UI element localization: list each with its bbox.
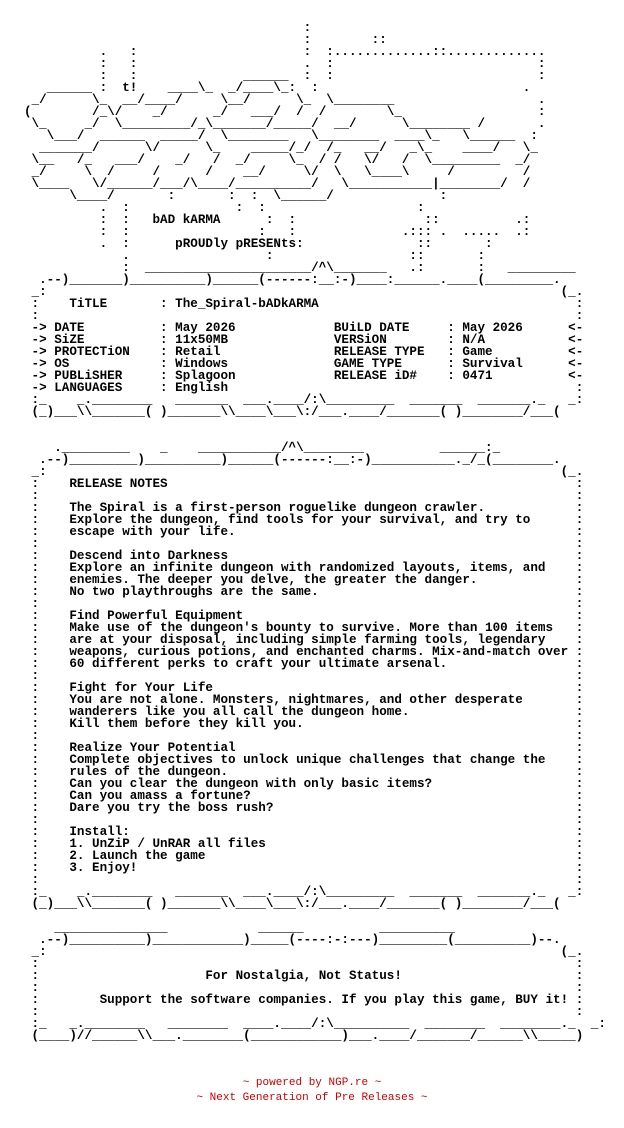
footer-credits bbox=[0, 1076, 624, 1106]
nfo-ascii-document: : : :: . : : :.............::............. : : . : : : : ______ : : : ______ : t! ____\_ _/____\_: : . _/ \_ __/____/ \__/ \_ \________ . ( /_\/ _/ _/ ___/ / / \_ : \_ _/ \_________/_\_______/_____/ __/ \________ / . \___/ ______ _____/ \________ \________ ____\_ \______ : _______/ \/ \_ _____/_/ /_ __/ _\_ ____/ \_ \__ /_ ___/ _/ / _/ \_ / / \/ / \_________ _/ _/ \ / / / __/ \/ \ \____\ / / \____ \/______/___/\____/__________/ \___________|________/ / \____/ : : : \______/ : . : : : : : : bAD kARMA : : :: .: : : : : .::: . ..... .: . : pROUDly pRESENts: :: : . : :: : : ______________________/^\_______ .: : _________ .--)_______)__________)______(------:__:-)____:______.____(_________. _: (_. : TiTLE : The_Spiral-bADkARMA : : : -> DATE : May 2026 BUiLD DATE : May 2026 <- -> SiZE : 11x50MB VERSiON : N/A <- -> PROTECTiON : Retail RELEASE TYPE : Game <- -> OS : Windows GAME TYPE : Survival <- -> PUBLiSHER : Splagoon RELEASE iD# : 0471 <- -> LANGUAGES : English : :_ _.________ _______ ___.____/:\_________ _______ _______._ _: (_)___\\_______( )_______\\____\___\:/___.____/_______( )________/___( ._________ _ ___________/^\________ ______:_ .--)_________)__________)______(------:__:-)___________._/_(________. _: (_. : RELEASE NOTES : : : : The Spiral is a first-person roguelike dungeon crawler. : : Explore the dungeon, find tools for your survival, and try to : : escape with your life. : : : : Descend into Darkness : : Explore an infinite dungeon with randomized layouts, items, and : : enemies. The deeper you delve, the greater the danger. : : No two playthroughs are the same. : : : : Find Powerful Equipment : : Make use of the dungeon's bounty to survive. More than 100 items : : are at your disposal, including simple farming tools, legendary : : weapons, curious potions, and enchanted charms. Mix-and-match over : : 60 different perks to craft your ultimate arsenal. : : : : Fight for Your Life : : You are not alone. Monsters, nightmares, and other desperate : : wanderers like you all call the dungeon home. : : Kill them before they kill you. : : : : Realize Your Potential : : Complete objectives to unlock unique challenges that change the : : rules of the dungeon. : : Can you clear the dungeon with only basic items? : : Can you amass a fortune? : : Dare you try the boss rush? : : : : Install: : : 1. UnZiP / UnRAR all files : : 2. Launch the game : : 3. Enjoy! : : : :_ _.________ _______ ___.____/:\_________ _______ _______._ _: (_)___\\_______( )_______\\____\___\:/___.____/_______( )________/___( _______________ ______ __________ .--)__________)____________)_____(----:-:---)_________(__________)--. _: (_. : : : For Nostalgia, Not Status! : : : : Support the software companies. If you play this game, BUY it! : : : :_ _.________ ________ ____.____/:\__________ ________ ________._ _: (____)//______\\___.________(____________)___.____/_______/______\\_____) bbox=[24, 21, 606, 1043]
footer-powered-by: ~ powered by NGP.re ~ bbox=[242, 1077, 382, 1089]
footer-tagline: ~ Next Generation of Pre Releases ~ bbox=[196, 1092, 428, 1104]
